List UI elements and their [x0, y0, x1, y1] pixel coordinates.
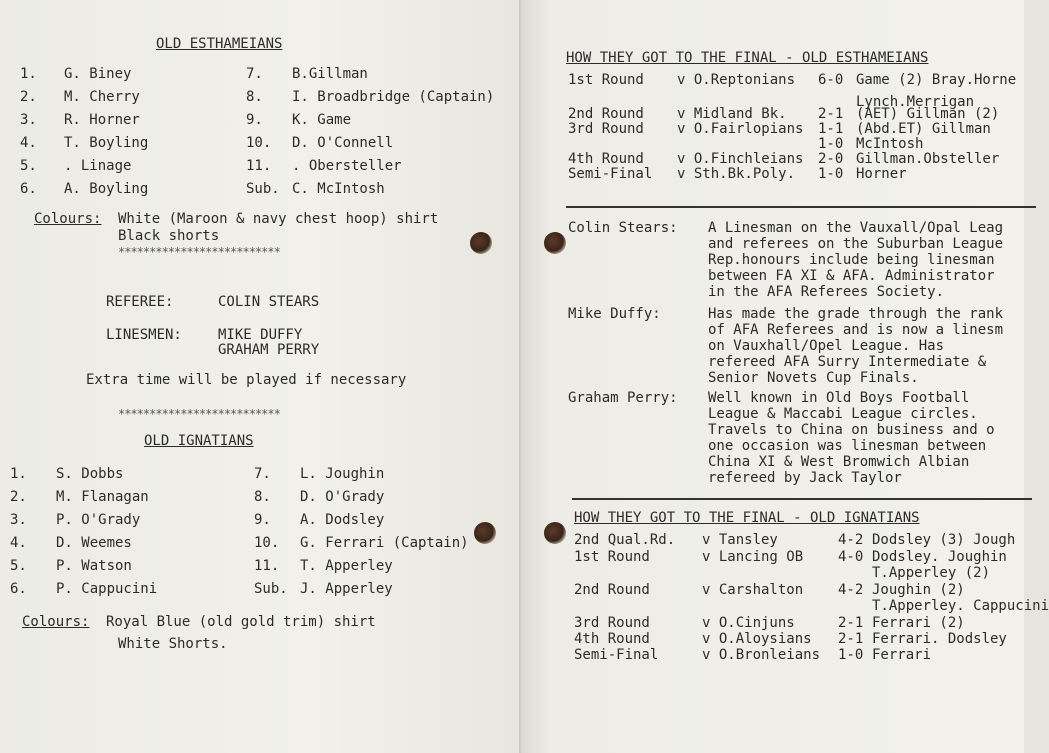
- official-bio-line: refereed AFA Surry Intermediate &: [708, 354, 987, 370]
- round-opponent: v O.Aloysians: [702, 631, 812, 647]
- official-name: Mike Duffy:: [568, 306, 661, 322]
- official-bio-line: in the AFA Referees Society.: [708, 284, 945, 300]
- player-number: 6.: [20, 181, 37, 197]
- player-number: 10.: [254, 535, 280, 551]
- official-bio-line: A Linesman on the Vauxall/Opal Leag: [708, 220, 1004, 236]
- player-name: S. Dobbs: [56, 466, 124, 482]
- punch-hole: [544, 522, 566, 544]
- player-name: M. Cherry: [64, 89, 140, 105]
- linesmen-label: LINESMEN:: [106, 327, 182, 343]
- round-scorers: Ferrari: [872, 647, 932, 663]
- round-opponent: v O.Bronleians: [702, 647, 821, 663]
- referee-name: COLIN STEARS: [218, 294, 320, 310]
- official-name: Colin Stears:: [568, 220, 678, 236]
- player-number: 7.: [246, 66, 263, 82]
- round-score: 1-0: [818, 166, 844, 182]
- player-number: Sub.: [246, 181, 280, 197]
- official-bio-line: one occasion was linesman between: [708, 438, 987, 454]
- round-scorers: (Abd.ET) Gillman: [856, 121, 991, 137]
- round-name: 2nd Qual.Rd.: [574, 532, 676, 548]
- player-name: D. O'Connell: [292, 135, 394, 151]
- round-opponent: v O.Reptonians: [677, 72, 796, 88]
- round-opponent: v Carshalton: [702, 582, 804, 598]
- player-name: K. Game: [292, 112, 352, 128]
- punch-hole: [470, 232, 492, 254]
- player-name: L. Joughin: [300, 466, 385, 482]
- player-name: A. Boyling: [64, 181, 149, 197]
- player-number: 8.: [246, 89, 263, 105]
- player-number: Sub.: [254, 581, 288, 597]
- official-bio-line: Rep.honours include being linesman: [708, 252, 995, 268]
- player-number: 3.: [10, 512, 27, 528]
- round-scorers: Game (2) Bray.Horne: [856, 72, 1017, 88]
- colours-shorts: Black shorts: [118, 228, 220, 244]
- round-scorers: Joughin (2): [872, 582, 965, 598]
- right-page: [522, 0, 1049, 753]
- player-name: P. Cappucini: [56, 581, 158, 597]
- player-name: G. Biney: [64, 66, 132, 82]
- divider-rule: [566, 206, 1036, 208]
- round-score: 2-1: [818, 106, 844, 122]
- player-name: . Obersteller: [292, 158, 402, 174]
- round-name: 4th Round: [568, 151, 644, 167]
- referee-label: REFEREE:: [106, 294, 174, 310]
- ig-colours-shirt: Royal Blue (old gold trim) shirt: [106, 614, 376, 630]
- round-name: Semi-Final: [568, 166, 653, 182]
- round-opponent: v Sth.Bk.Poly.: [677, 166, 796, 182]
- left-page: [0, 0, 522, 753]
- player-number: 1.: [20, 66, 37, 82]
- round-scorers: McIntosh: [856, 136, 924, 152]
- round-name: 1st Round: [574, 549, 650, 565]
- player-name: D. Weemes: [56, 535, 132, 551]
- round-score: 4-0: [838, 549, 864, 565]
- player-name: D. O'Grady: [300, 489, 385, 505]
- round-name: 4th Round: [574, 631, 650, 647]
- ignatians-title: OLD IGNATIANS: [144, 433, 254, 449]
- official-bio-line: League & Maccabi League circles.: [708, 406, 978, 422]
- player-name: C. McIntosh: [292, 181, 385, 197]
- round-name: 2nd Round: [574, 582, 650, 598]
- player-number: 2.: [20, 89, 37, 105]
- round-scorers: Ferrari (2): [872, 615, 965, 631]
- stars-divider-2: **************************: [118, 407, 280, 421]
- round-score: 6-0: [818, 72, 844, 88]
- round-scorers: Lynch.Merrigan: [856, 94, 975, 110]
- round-opponent: v O.Cinjuns: [702, 615, 795, 631]
- player-number: 9.: [246, 112, 263, 128]
- ig-colours-label: Colours:: [22, 614, 90, 630]
- player-number: 11.: [254, 558, 280, 574]
- round-opponent: v Lancing OB: [702, 549, 804, 565]
- colours-shirt: White (Maroon & navy chest hoop) shirt: [118, 211, 439, 227]
- official-bio-line: between FA XI & AFA. Administrator: [708, 268, 995, 284]
- extra-time-note: Extra time will be played if necessary: [86, 372, 407, 388]
- player-name: R. Horner: [64, 112, 140, 128]
- esth-route-title: HOW THEY GOT TO THE FINAL - OLD ESTHAMEIANS: [566, 50, 929, 66]
- player-number: 4.: [20, 135, 37, 151]
- official-bio-line: refereed by Jack Taylor: [708, 470, 902, 486]
- round-name: 2nd Round: [568, 106, 644, 122]
- player-number: 7.: [254, 466, 271, 482]
- player-number: 6.: [10, 581, 27, 597]
- round-score: 2-1: [838, 631, 864, 647]
- player-name: P. Watson: [56, 558, 132, 574]
- round-opponent: v Tansley: [702, 532, 778, 548]
- player-name: M. Flanagan: [56, 489, 149, 505]
- round-score: 1-0: [818, 136, 844, 152]
- player-number: 11.: [246, 158, 272, 174]
- punch-hole: [474, 522, 496, 544]
- round-name: 3rd Round: [574, 615, 650, 631]
- round-name: 1st Round: [568, 72, 644, 88]
- divider-rule: [572, 498, 1032, 500]
- official-bio-line: Well known in Old Boys Football: [708, 390, 970, 406]
- round-score: 4-2: [838, 582, 864, 598]
- round-scorers: T.Apperley. Cappucini: [872, 598, 1049, 614]
- round-opponent: v O.Finchleians: [677, 151, 804, 167]
- ig-route-title: HOW THEY GOT TO THE FINAL - OLD IGNATIANS: [574, 510, 920, 526]
- player-number: 1.: [10, 466, 27, 482]
- official-bio-line: of AFA Referees and is now a linesm: [708, 322, 1004, 338]
- punch-hole: [544, 232, 566, 254]
- official-bio-line: Senior Novets Cup Finals.: [708, 370, 919, 386]
- round-scorers: Horner: [856, 166, 907, 182]
- round-name: Semi-Final: [574, 647, 659, 663]
- player-name: G. Ferrari (Captain): [300, 535, 469, 551]
- official-bio-line: on Vauxhall/Opel League. Has: [708, 338, 945, 354]
- round-scorers: (AET) Gillman (2): [856, 106, 1000, 122]
- round-score: 2-1: [838, 615, 864, 631]
- round-scorers: Dodsley (3) Jough: [872, 532, 1016, 548]
- linesman-2: GRAHAM PERRY: [218, 342, 320, 358]
- round-scorers: Dodsley. Joughin: [872, 549, 1007, 565]
- official-name: Graham Perry:: [568, 390, 678, 406]
- player-name: P. O'Grady: [56, 512, 141, 528]
- round-scorers: Ferrari. Dodsley: [872, 631, 1007, 647]
- colours-label: Colours:: [34, 211, 102, 227]
- player-name: A. Dodsley: [300, 512, 385, 528]
- player-name: B.Gillman: [292, 66, 368, 82]
- player-name: T. Apperley: [300, 558, 393, 574]
- stars-divider: **************************: [118, 245, 280, 259]
- player-name: . Linage: [64, 158, 132, 174]
- player-number: 10.: [246, 135, 272, 151]
- official-bio-line: Has made the grade through the rank: [708, 306, 1004, 322]
- official-bio-line: Travels to China on business and o: [708, 422, 995, 438]
- player-number: 9.: [254, 512, 271, 528]
- player-name: T. Boyling: [64, 135, 149, 151]
- round-score: 1-1: [818, 121, 844, 137]
- player-number: 5.: [10, 558, 27, 574]
- round-scorers: T.Apperley (2): [872, 565, 991, 581]
- esthameians-title: OLD ESTHAMEIANS: [156, 36, 283, 52]
- ig-colours-shorts: White Shorts.: [118, 636, 228, 652]
- round-opponent: v Midland Bk.: [677, 106, 787, 122]
- player-name: J. Apperley: [300, 581, 393, 597]
- player-number: 2.: [10, 489, 27, 505]
- round-score: 1-0: [838, 647, 864, 663]
- round-opponent: v O.Fairlopians: [677, 121, 804, 137]
- round-name: 3rd Round: [568, 121, 644, 137]
- player-name: I. Broadbridge (Captain): [292, 89, 495, 105]
- round-score: 4-2: [838, 532, 864, 548]
- player-number: 8.: [254, 489, 271, 505]
- player-number: 4.: [10, 535, 27, 551]
- round-scorers: Gillman.Obsteller: [856, 151, 1000, 167]
- official-bio-line: and referees on the Suburban League: [708, 236, 1004, 252]
- player-number: 5.: [20, 158, 37, 174]
- player-number: 3.: [20, 112, 37, 128]
- official-bio-line: China XI & West Bromwich Albian: [708, 454, 970, 470]
- linesman-1: MIKE DUFFY: [218, 327, 303, 343]
- round-score: 2-0: [818, 151, 844, 167]
